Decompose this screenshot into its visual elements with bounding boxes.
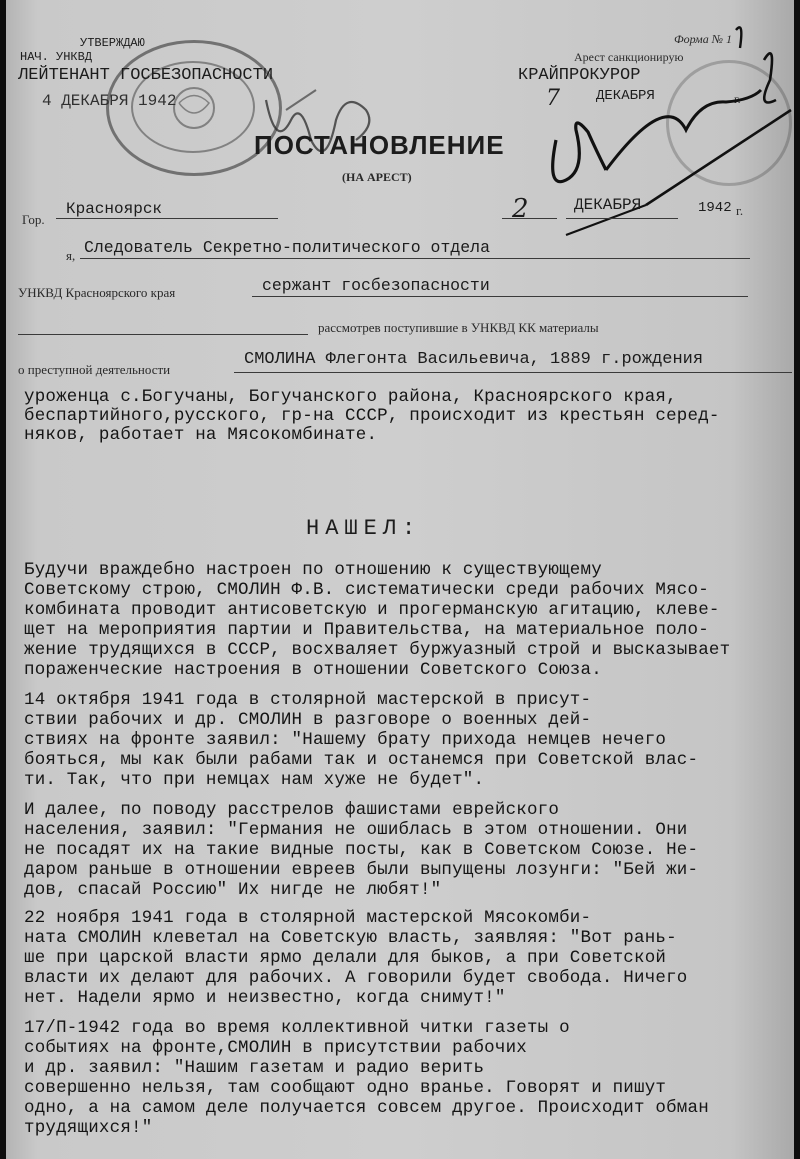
sanction-year-suffix: г. bbox=[734, 92, 741, 106]
considered-text: рассмотрев поступившие в УНКВД КК материалы bbox=[318, 320, 599, 335]
paragraph-2-line: бояться, мы как были рабами так и останемся при Советской влас- bbox=[24, 750, 699, 770]
paragraph-4-line: ната СМОЛИН клеветал на Советскую власть, заявляя: "Вот рань- bbox=[24, 928, 677, 948]
approved-label: УТВЕРЖДАЮ bbox=[80, 36, 145, 50]
sanction-label: Арест санкционирую bbox=[574, 50, 684, 64]
paragraph-3-line: населения, заявил: "Германия не ошиблась в этом отношении. Они bbox=[24, 820, 688, 840]
approver-rank: ЛЕЙТЕНАНТ ГОСБЕЗОПАСНОСТИ bbox=[18, 66, 274, 85]
paragraph-5-line: и др. заявил: "Нашим газетам и радио верить bbox=[24, 1058, 485, 1078]
paragraph-1-line: Будучи враждебно настроен по отношению к существующему bbox=[24, 560, 602, 580]
found-heading: НАШЕЛ: bbox=[306, 516, 422, 541]
paragraph-3-line: И далее, по поводу расстрелов фашистами еврейского bbox=[24, 800, 560, 820]
paragraph-2-line: ствии рабочих и др. СМОЛИН в разговоре о военных дей- bbox=[24, 710, 592, 730]
paragraph-1-line: пораженческие настроения в отношении Советского Союза. bbox=[24, 660, 602, 680]
date-month: ДЕКАБРЯ bbox=[574, 196, 642, 214]
city-prefix: Гор. bbox=[22, 212, 45, 227]
paragraph-4-line: власти их делают для рабочих. А говорили будет свобода. Ничего bbox=[24, 968, 688, 988]
document-subtitle: (НА АРЕСТ) bbox=[342, 170, 412, 184]
paragraph-2-line: ствиях на фронте заявил: "Нашему брату прихода немцев нечего bbox=[24, 730, 667, 750]
form-label: Форма № 1 bbox=[674, 32, 733, 46]
unkvd-label: УНКВД Красноярского края bbox=[18, 285, 176, 300]
paragraph-3-line: даром раньше в отношении евреев были выпущены лозунги: "Бей жи- bbox=[24, 860, 699, 880]
paragraph-5-line: совершенно нельзя, там сообщают одно вранье. Говорят и пишут bbox=[24, 1078, 667, 1098]
suspect-name: СМОЛИНА Флегонта Васильевича, 1889 г.рождения bbox=[244, 350, 704, 369]
paragraph-3-line: дов, спасай Россию" Их нигде не любят!" bbox=[24, 880, 442, 900]
paragraph-4-line: нет. Надели ярмо и неизвестно, когда снимут!" bbox=[24, 988, 506, 1008]
paragraph-5-line: трудящихся!" bbox=[24, 1118, 153, 1138]
bio-line: няков, работает на Мясокомбинате. bbox=[24, 425, 378, 445]
document-title: ПОСТАНОВЛЕНИЕ bbox=[254, 130, 505, 160]
city-value: Красноярск bbox=[66, 200, 163, 218]
date-year: 1942 bbox=[698, 200, 732, 216]
ya-label: я, bbox=[66, 248, 76, 263]
prosecutor-title: КРАЙПРОКУРОР bbox=[518, 66, 641, 85]
paragraph-1-line: щет на мероприятия партии и Правительства, на материальное поло- bbox=[24, 620, 709, 640]
paragraph-5-line: событиях на фронте,СМОЛИН в присутствии рабочих bbox=[24, 1038, 527, 1058]
paragraph-1-line: Советскому строю, СМОЛИН Ф.В. систематически среди рабочих Мясо- bbox=[24, 580, 709, 600]
sanction-day: 7 bbox=[546, 86, 560, 111]
officer-title: Следователь Секретно-политического отдела bbox=[84, 238, 490, 257]
paragraph-5-line: 17/П-1942 года во время коллективной читки газеты о bbox=[24, 1018, 570, 1038]
paragraph-2-line: ти. Так, что при немцах нам хуже не будет". bbox=[24, 770, 485, 790]
officer-rank: сержант госбезопасности bbox=[262, 276, 490, 295]
document-sheet bbox=[6, 0, 794, 1159]
prosecutor-signature bbox=[526, 20, 796, 250]
date-day: 2 bbox=[512, 194, 529, 224]
date-year-suffix: г. bbox=[736, 203, 744, 218]
paragraph-2-line: 14 октября 1941 года в столярной мастерской в присут- bbox=[24, 690, 592, 710]
paragraph-3-line: не посадят их на такие видные посты, как в Советском Союзе. Не- bbox=[24, 840, 699, 860]
approver-position: НАЧ. УНКВД bbox=[20, 50, 93, 64]
paragraph-4-line: 22 ноября 1941 года в столярной мастерской Мясокомби- bbox=[24, 908, 592, 928]
paragraph-1-line: комбината проводит антисоветскую и прогерманскую агитацию, клеве- bbox=[24, 600, 720, 620]
paragraph-4-line: ше при царской власти ярмо делали для быков, а при Советской bbox=[24, 948, 667, 968]
paragraph-5-line: одно, а на самом деле получается совсем другое. Происходит обман bbox=[24, 1098, 709, 1118]
sanction-month: ДЕКАБРЯ bbox=[596, 88, 655, 104]
activity-label: о преступной деятельности bbox=[18, 362, 171, 377]
bio-line: уроженца с.Богучаны, Богучанского района, Красноярского края, bbox=[24, 387, 677, 407]
paragraph-1-line: жение трудящихся в СССР, восхваляет буржуазный строй и высказывает bbox=[24, 640, 731, 660]
bio-line: беспартийного,русского, гр-на СССР, происходит из крестьян серед- bbox=[24, 406, 720, 426]
approval-date: 4 ДЕКАБРЯ 1942 bbox=[42, 92, 177, 110]
